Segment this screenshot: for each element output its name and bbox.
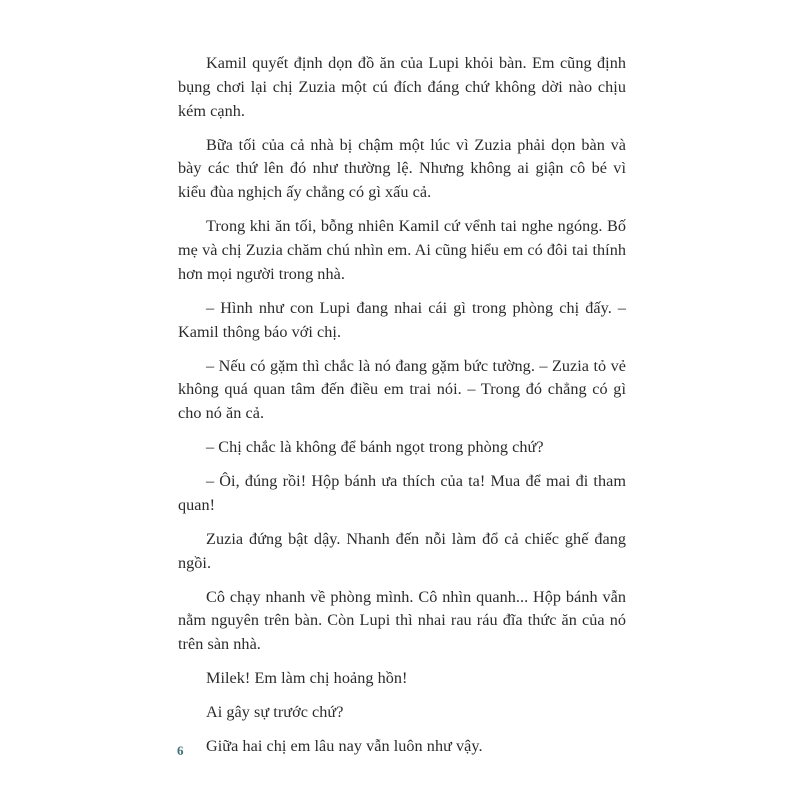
paragraph-6: – Chị chắc là không để bánh ngọt trong phòng chứ? bbox=[206, 438, 544, 457]
paragraph-8: Zuzia đứng bật dậy. Nhanh đến nỗi làm đổ cả chiếc ghế đang ngồi. bbox=[178, 529, 626, 572]
paragraph-2: Bữa tối của cả nhà bị chậm một lúc vì Zuzia phải dọn bàn và bày các thứ lên đó như thường lệ. Nhưng không ai giận cô bé vì kiểu đùa nghịch ấy chẳng có gì xấu cả. bbox=[178, 135, 626, 202]
paragraph-11: Ai gây sự trước chứ? bbox=[206, 703, 344, 722]
paragraph-4: – Hình như con Lupi đang nhai cái gì trong phòng chị đấy. – Kamil thông báo với chị. bbox=[178, 298, 626, 341]
paragraph-5: – Nếu có gặm thì chắc là nó đang gặm bức tường. – Zuzia tỏ vẻ không quá quan tâm đến điều em trai nói. – Trong đó chẳng có gì cho nó ăn cả. bbox=[178, 356, 626, 423]
body-text bbox=[178, 52, 626, 769]
paragraph-9: Cô chạy nhanh về phòng mình. Cô nhìn quanh... Hộp bánh vẫn nằm nguyên trên bàn. Còn Lupi thì nhai rau ráu đĩa thức ăn của nó trên sàn nhà. bbox=[178, 587, 626, 654]
paragraph-7: – Ôi, đúng rồi! Hộp bánh ưa thích của ta! Mua để mai đi tham quan! bbox=[178, 472, 626, 514]
paragraph-3: Trong khi ăn tối, bỗng nhiên Kamil cứ vểnh tai nghe ngóng. Bố mẹ và chị Zuzia chăm chú nhìn em. Ai cũng hiểu em có đôi tai thính hơn mọi người trong nhà. bbox=[178, 217, 626, 283]
paragraph-1: Kamil quyết định dọn đồ ăn của Lupi khỏi bàn. Em cũng định bụng chơi lại chị Zuzia một cú đích đáng chứ không dời nào chịu kém cạnh. bbox=[178, 54, 626, 120]
paragraph-12: Giữa hai chị em lâu nay vẫn luôn như vậy. bbox=[206, 737, 483, 756]
page-number: 6 bbox=[177, 743, 184, 758]
paragraph-10: Milek! Em làm chị hoảng hồn! bbox=[206, 669, 408, 688]
